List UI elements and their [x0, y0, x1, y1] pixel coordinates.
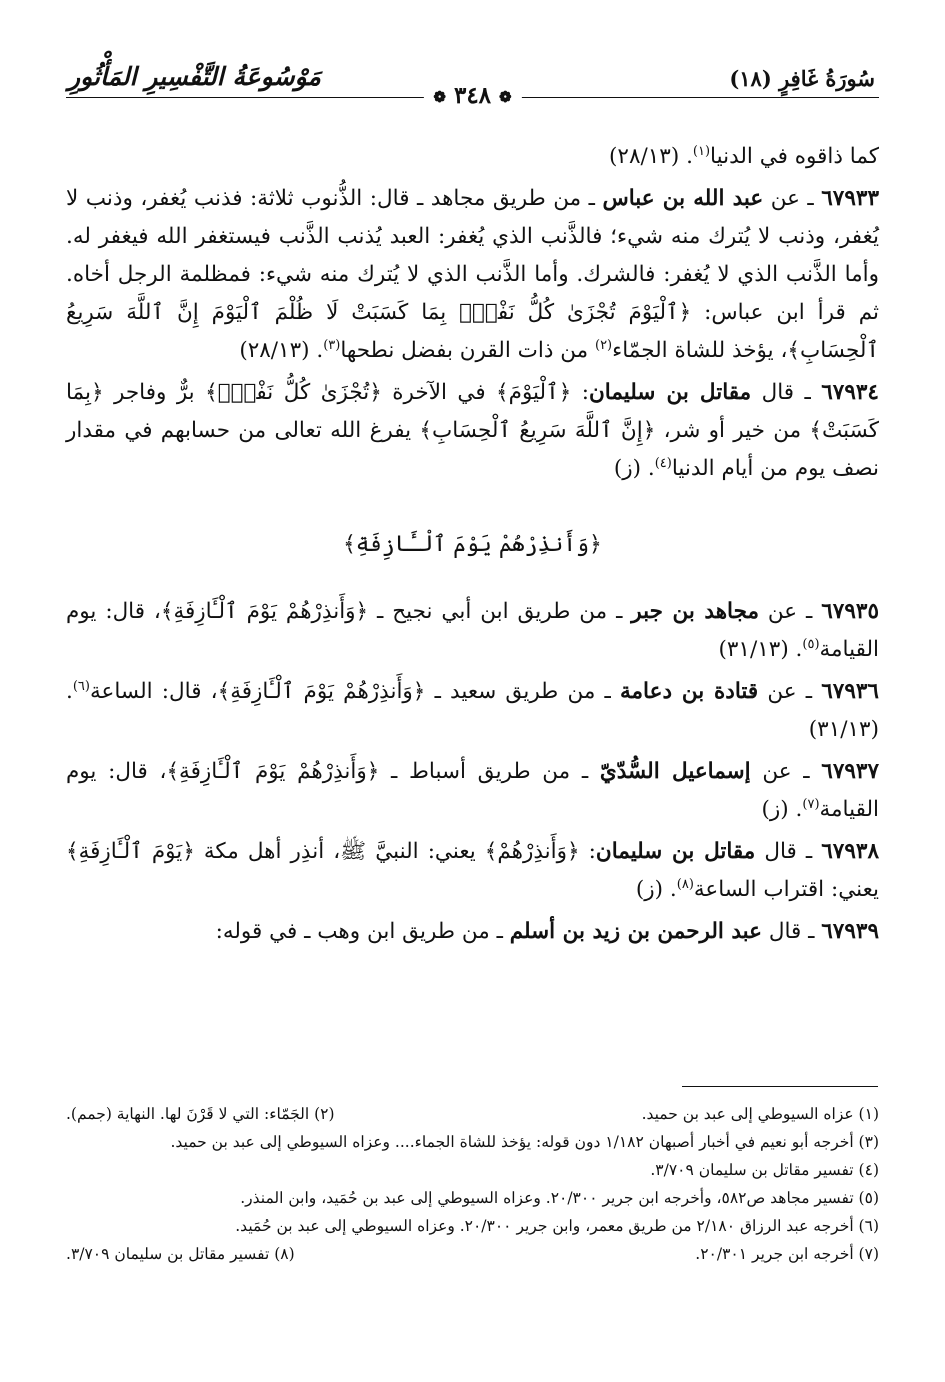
narration-paragraph: ٦٧٩٣٥ ـ عن مجاهد بن جبر ـ من طريق ابن أبي نجيح ـ ﴿وَأَنذِرْهُمْ يَوْمَ ٱلْـَٔازِفَةِ﴾، قال: يوم القيامة$^{(٥)}$. (٣١/١٣) [66, 599, 879, 662]
narration-number: ٦٧٩٣٥ [821, 599, 879, 624]
page-number: ❁ ٣٤٨ ❁ [423, 82, 521, 109]
footnote: (٤) تفسير مقاتل بن سليمان ٣/٧٠٩. [650, 1161, 879, 1179]
narration-number: ٦٧٩٣٤ [821, 380, 879, 405]
source-reference: (٢٨/١٣) [239, 338, 310, 363]
narration-paragraph: ٦٧٩٣٩ ـ قال عبد الرحمن بن زيد بن أسلم ـ من طريق ابن وهب ـ في قوله: [215, 919, 879, 944]
footnote-marker: (٦) [72, 678, 90, 694]
narration-paragraph: ٦٧٩٣٤ ـ قال مقاتل بن سليمان: ﴿ٱلْيَوْمَ﴾ في الآخرة ﴿تُجْزَىٰ كُلُّ نَفْسٍۭ﴾ برٌّ وفاجر ﴿بِمَا كَسَبَتْ﴾ من خير أو شر، ﴿إِنَّ ٱللَّهَ سَرِيعُ ٱلْحِسَابِ﴾ يفرغ الله تعالى من حسابهم في مقدار نصف يوم من أيام الدنيا$^{(٤)}$. (ز) [66, 380, 879, 481]
narration-number: ٦٧٩٣٧ [821, 759, 880, 784]
narration-paragraph: ٦٧٩٣٦ ـ عن قتادة بن دعامة ـ من طريق سعيد ـ ﴿وَأَنذِرْهُمْ يَوْمَ ٱلْـَٔازِفَةِ﴾، قال: الساعة$^{(٦)}$. (٣١/١٣) [66, 678, 879, 742]
footnote: (٧) أخرجه ابن جرير ٢٠/٣٠١. [695, 1245, 879, 1263]
footnote-marker: (١) [692, 143, 711, 159]
footnote-row [66, 1240, 879, 1268]
footnote-marker: (٢) [594, 337, 613, 353]
narrator-name: مقاتل بن سليمان [595, 839, 756, 864]
text-paragraph: كما ذاقوه في الدنيا$^{(١)}$. (٢٨/١٣) [609, 143, 879, 169]
source-reference: (٢٨/١٣) [609, 144, 680, 169]
source-reference: (ز) [761, 797, 789, 822]
narration-paragraph: ٦٧٩٣٣ ـ عن عبد الله بن عباس ـ من طريق مجاهد ـ قال: الذُّنوب ثلاثة: فذنب يُغفر، وذنب لا يُغفر، وذنب لا يُترك منه شيء؛ فالذَّنب الذي يُغفر: العبد يُذنب الذَّنب فيستغفر الله فيغفر له. وأما الذَّنب الذي لا يُغفر: فالشرك. وأما الذَّنب الذي لا يُترك منه شيء: فمظلمة الرجل أخاه. ثم قرأ ابن عباس: ﴿ٱلْيَوْمَ تُجْزَىٰ كُلُّ نَفْسٍۭ بِمَا كَسَبَتْ لَا ظُلْمَ ٱلْيَوْمَ إِنَّ ٱللَّهَ سَرِيعُ ٱلْحِسَابِ﴾، يؤخذ للشاة الجمّاء$^{(٢)}$ من ذات القرن بفضل نطحها$^{(٣)}$. (٢٨/١٣) [66, 186, 879, 363]
book-title-header: مَوْسُوعَةُ التَّفْسِيرِ المَأْثُورِ [68, 62, 321, 91]
narration-paragraph: ٦٧٩٣٧ ـ عن إسماعيل السُّدّيّ ـ من طريق أسباط ـ ﴿وَأَنذِرْهُمْ يَوْمَ ٱلْـَٔازِفَةِ﴾، قال: يوم القيامة$^{(٧)}$. (ز) [66, 759, 880, 822]
section-heading-verse: ﴿وَأَنذِرْهُمْ يَوْمَ ٱلْـَٔازِفَةِ﴾ [343, 532, 602, 557]
footnote: (٦) أخرجه عبد الرزاق ٢/١٨٠ من طريق معمر، وابن جرير ٢٠/٣٠٠. وعزاه السيوطي إلى عبد بن حُمَيد. [235, 1217, 879, 1235]
footnote: (٣) أخرجه أبو نعيم في أخبار أصبهان ١/١٨٢ دون قوله: يؤخذ للشاة الجماء.... وعزاه السيوطي إلى عبد بن حميد. [170, 1133, 879, 1151]
footnote: (٥) تفسير مجاهد ص٥٨٢، وأخرجه ابن جرير ٢٠/٣٠٠. وعزاه السيوطي إلى عبد بن حُمَيد، وابن المنذر. [240, 1189, 879, 1207]
narrator-name: مجاهد بن جبر [631, 599, 759, 624]
footnote: (٢) الجَمّاء: التي لا قَرْنَ لها. النهاية (جمم). [66, 1105, 335, 1123]
narration-number: ٦٧٩٣٦ [821, 679, 879, 704]
ornament-icon: ❁ [433, 88, 446, 106]
source-reference: (ز) [613, 456, 642, 481]
narrator-name: مقاتل بن سليمان [588, 380, 752, 405]
footnote: (١) عزاه السيوطي إلى عبد بن حميد. [641, 1105, 879, 1123]
narration-number: ٦٧٩٣٨ [821, 839, 879, 864]
narration-number: ٦٧٩٣٩ [821, 919, 879, 944]
footnote-marker: (٤) [654, 455, 672, 471]
narrator-name: قتادة بن دعامة [620, 679, 759, 704]
footnote-marker: (٥) [802, 636, 820, 652]
footnote-marker: (٣) [323, 337, 341, 353]
footnote-separator [682, 1086, 878, 1087]
source-reference: (ز) [635, 877, 664, 902]
footnote: (٨) تفسير مقاتل بن سليمان ٣/٧٠٩. [66, 1245, 295, 1263]
surah-header: سُورَةُ غَافِرٍ (١٨) [729, 66, 875, 91]
narration-number: ٦٧٩٣٣ [821, 186, 879, 211]
narrator-name: إسماعيل السُّدّيّ [599, 759, 751, 784]
narration-paragraph: ٦٧٩٣٨ ـ قال مقاتل بن سليمان: ﴿وَأَنذِرْهُمْ﴾ يعني: النبيَّ ﷺ، أنذِر أهل مكة ﴿يَوْمَ ٱلْـَٔازِفَةِ﴾ يعني: اقتراب الساعة$^{(٨)}$. (ز) [66, 839, 879, 902]
narrator-name: عبد الله بن عباس [602, 186, 764, 211]
ornament-icon: ❁ [499, 88, 512, 106]
main-text [66, 138, 879, 955]
footnote-row [66, 1100, 879, 1128]
source-reference: (٣١/١٣) [718, 637, 789, 662]
source-reference: (٣١/١٣) [808, 717, 879, 742]
narrator-name: عبد الرحمن بن زيد بن أسلم [509, 919, 762, 944]
page-header [66, 60, 879, 112]
footnote-marker: (٧) [802, 796, 820, 812]
footnotes [66, 1100, 879, 1268]
footnote-marker: (٨) [676, 876, 694, 892]
